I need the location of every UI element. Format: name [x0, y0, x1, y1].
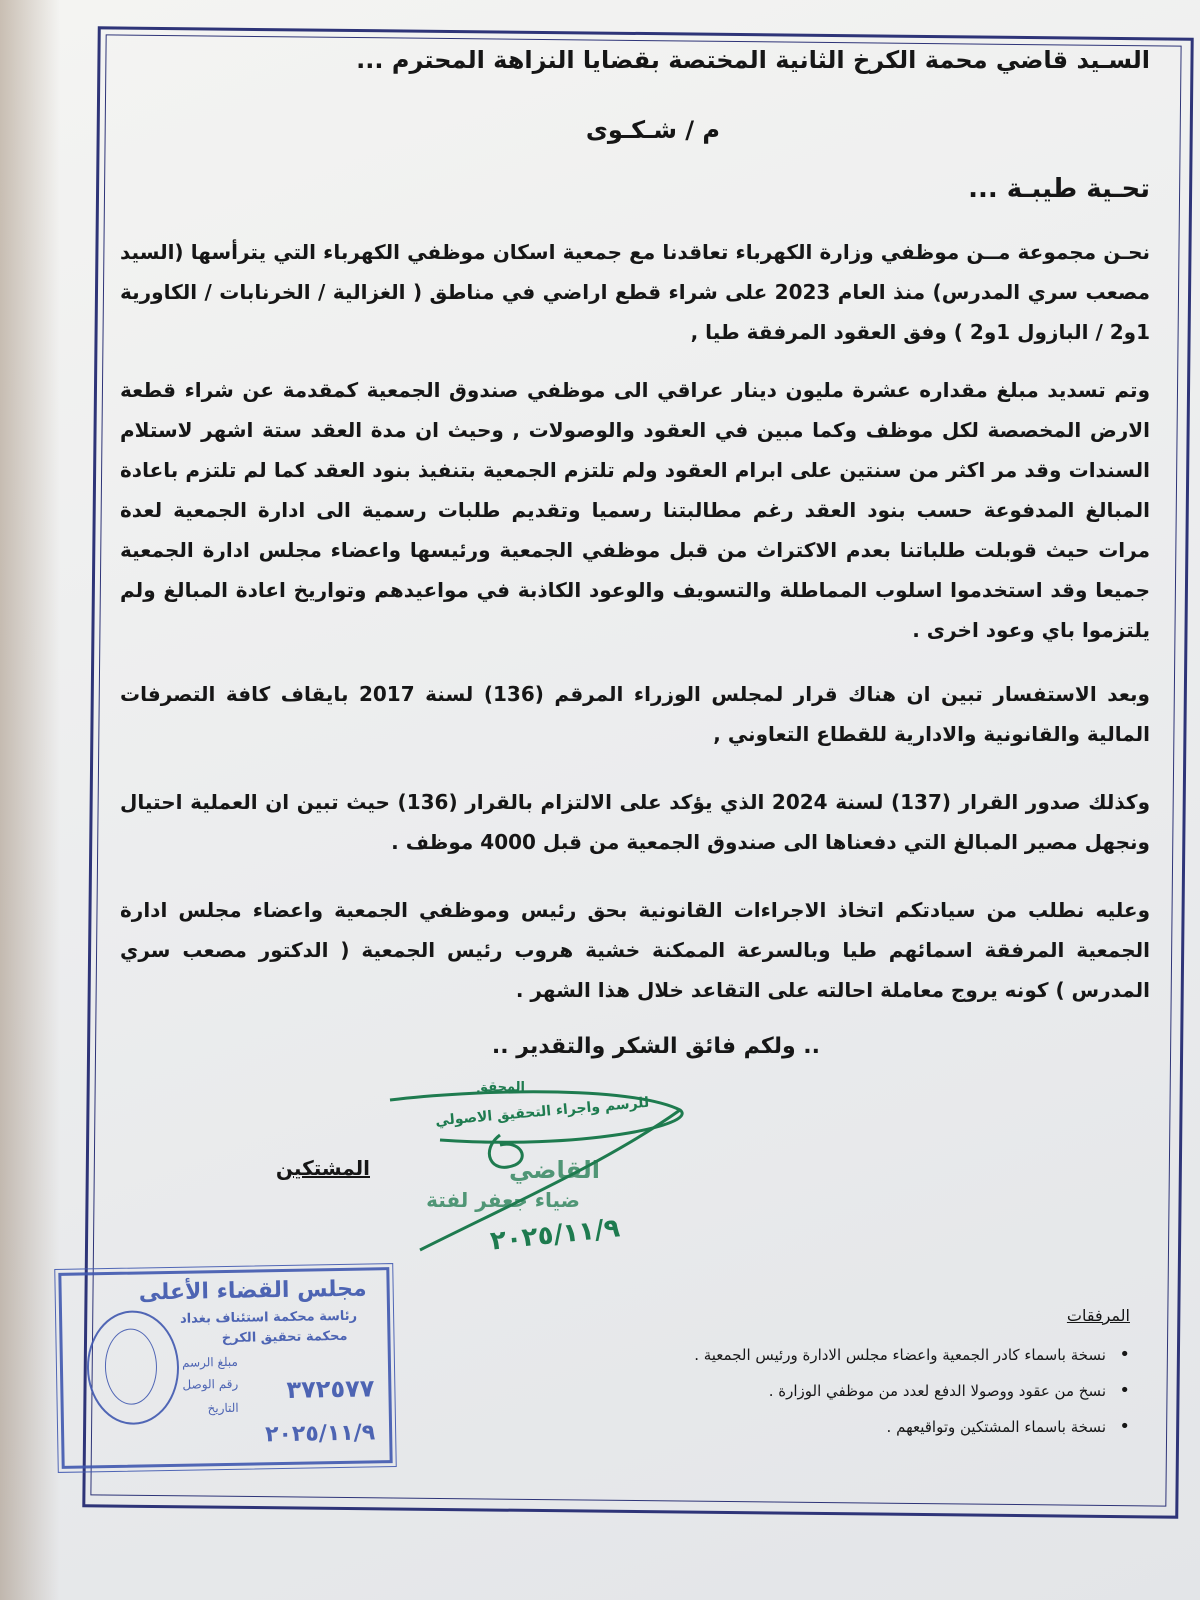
judge-annotation — [380, 1080, 700, 1270]
letter-subject: م / شـكـوى — [585, 116, 720, 144]
attachments-title: المرفقات — [1066, 1306, 1130, 1325]
letter-paragraph: وكذلك صدور القرار (137) لسنة 2024 الذي يؤكد على الالتزام بالقرار (136) حيث تبين ان العملية احتيال ونجهل مصير المبالغ التي دفعناها الى صندوق الجمعية من قبل 4000 موظف . — [120, 790, 1150, 854]
judge-title: القاضي — [509, 1156, 600, 1184]
letter-paragraph: وعليه نطلب من سيادتكم اتخاذ الاجراءات القانونية بحق رئيس وموظفي الجمعية واعضاء مجلس ادارة الجمعية المرفقة اسمائهم طيا وبالسرعة الممكنة خشية هروب رئيس الجمعية ( الدكتور مصعب سري المدرس ) كونه يروج معاملة احالته على التقاعد خلال هذا الشهر . — [120, 898, 1150, 1002]
letter-closing: .. ولكم فائق الشكر والتقدير .. — [491, 1034, 820, 1059]
letter-addressee: السـيد قاضي محمة الكرخ الثانية المختصة بقضايا النزاهة المحترم ... — [356, 46, 1150, 74]
stamp-line: محكمة تحقيق الكرخ — [221, 1328, 348, 1347]
stamp-label: رقم الوصل — [182, 1376, 239, 1392]
signatory-label: المشتكين — [275, 1156, 370, 1180]
court-stamp — [58, 1267, 392, 1469]
stamp-receipt-number: ٣٧٢٥٧٧ — [286, 1374, 375, 1404]
letter-paragraph: نحـن مجموعة مــن موظفي وزارة الكهرباء تعاقدنا مع جمعية اسكان موظفي الكهرباء التي يترأسها (السيد مصعب سري المدرس) منذ العام 2023 على شراء قطع اراضي في مناطق ( الغزالية / الخرنابات / الكاورية 1و2 / البازول 1و2 ) وفق العقود المرفقة طيا , — [120, 240, 1150, 344]
attachment-text: نسخة باسماء المشتكين وتواقيعهم . — [886, 1418, 1106, 1436]
letter-greeting: تحـية طيبـة ... — [968, 174, 1150, 204]
letter-paragraph: وبعد الاستفسار تبين ان هناك قرار لمجلس الوزراء المرقم (136) لسنة 2017 بايقاف كافة التصرفات المالية والقانونية والادارية للقطاع التعاوني , — [120, 682, 1150, 746]
letter-paragraph: وتم تسديد مبلغ مقداره عشرة مليون دينار عراقي الى موظفي صندوق الجمعية كمقدمة عن شراء قطعة الارض المخصصة لكل موظف وكما مبين في العقود والوصولات , وحيث ان مدة العقد ستة اشهر لاستلام السندات وقد مر اكثر من سنتين على ابرام العقود ولم تلتزم الجمعية بتنفيذ بنود العقد كما لم تلتزم باعادة المبالغ المدفوعة حسب بنود العقد رغم مطالبتنا رسميا وتقديم طلبات رسمية الى ادارة الجمعية لعدة مرات حيث قوبلت طلباتنا بعدم الاكتراث من قبل موظفي الجمعية ورئيسها واعضاء مجلس ادارة الجمعية جميعا وقد استخدموا اسلوب المماطلة والتسويف والوعود الكاذبة في مواعيدهم وتواريخ اعادة المبالغ ولم يلتزموا باي وعود اخرى . — [120, 378, 1150, 642]
judge-name: ضياء جعفر لفتة — [426, 1188, 580, 1212]
bullet-icon: • — [1119, 1416, 1130, 1437]
bullet-icon: • — [1119, 1344, 1130, 1365]
bullet-icon: • — [1119, 1380, 1130, 1401]
list-item — [694, 1376, 1130, 1412]
attachment-text: نسخة باسماء كادر الجمعية واعضاء مجلس الادارة ورئيس الجمعية . — [694, 1346, 1106, 1364]
attachments-list — [694, 1340, 1130, 1448]
investigator-label: المحقق — [476, 1080, 525, 1095]
list-item — [694, 1340, 1130, 1376]
attachment-text: نسخ من عقود ووصولا الدفع لعدد من موظفي الوزارة . — [768, 1382, 1106, 1400]
stamp-line: رئاسة محكمة استئناف بغداد — [179, 1308, 358, 1327]
stamp-line: مجلس القضاء الأعلى — [138, 1276, 367, 1306]
stamp-label: مبلغ الرسم — [181, 1354, 239, 1370]
list-item — [694, 1412, 1130, 1448]
judge-date: ٢٠٢٥/١١/٩ — [488, 1213, 622, 1257]
stamp-label: التاريخ — [207, 1400, 239, 1416]
stamp-date: ٢٠٢٥/١١/٩ — [264, 1420, 376, 1448]
page-edge-shadow — [0, 0, 60, 1600]
judge-instruction: للرسم واجراء التحقيق الاصولي — [435, 1094, 651, 1130]
